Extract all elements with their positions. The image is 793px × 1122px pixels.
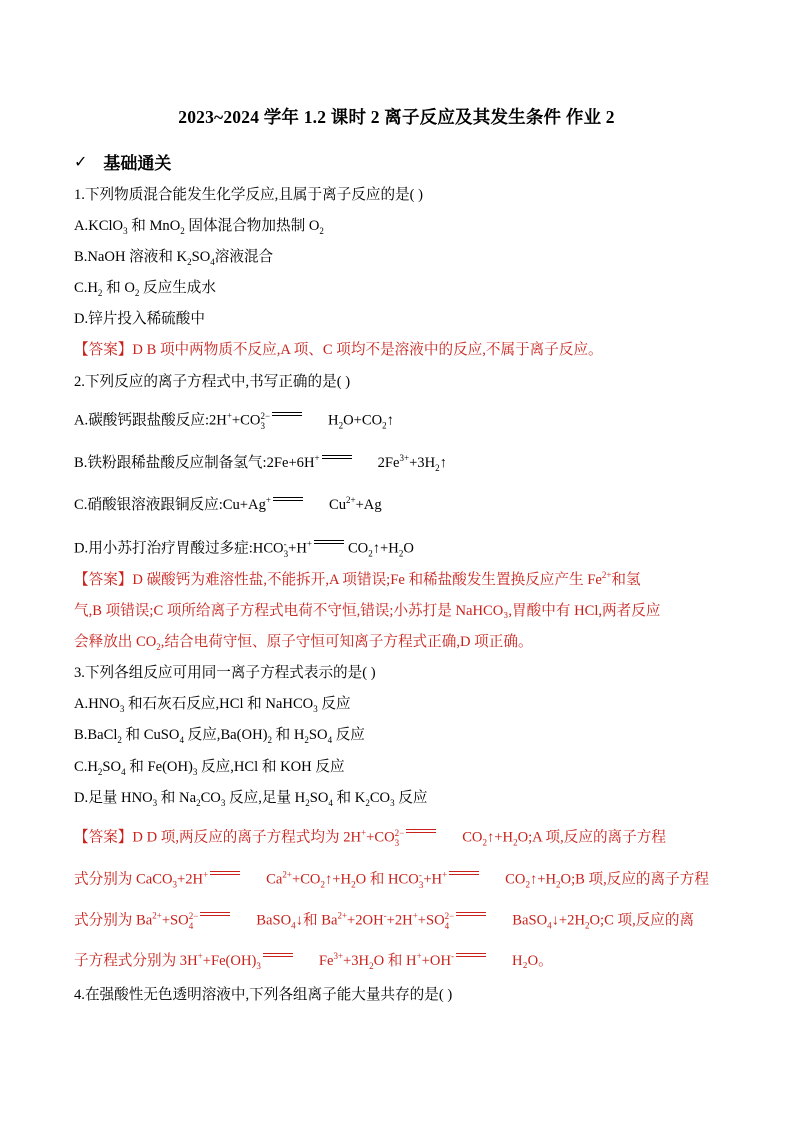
q2-stem: 2.下列反应的离子方程式中,书写正确的是( ) bbox=[74, 374, 351, 390]
equals-sign bbox=[263, 953, 293, 957]
q3-answer-line-4: 子方程式分别为 $3H^++Fe(OH)_3$ $Fe^{3+}+3H_2O$ 和 H++OH- H₂O。 bbox=[74, 951, 553, 971]
q1-option-b: B.NaOH 溶液和 $K_2SO_4$溶液混合 bbox=[74, 249, 274, 267]
section-heading bbox=[74, 149, 171, 174]
q3-answer-line-2: 式分别为 CaCO$_3$+2H+ $Ca^{2+}+CO_2↑+H_2O$ 和 HCO - 3 +H+ $CO_2↑+H_2O;B$ 项,反应的离子方程 bbox=[74, 869, 709, 890]
q2-answer-line-3: 会释放出 $CO_2$,结合电荷守恒、原子守恒可知离子方程式正确,D 项正确。 bbox=[74, 634, 533, 652]
q2-option-b: B.铁粉跟稀盐酸反应制备氢气:2Fe+6H+ $2Fe^{3+}+3H_2↑$ bbox=[74, 453, 447, 473]
q3-option-d: D.足量 $HNO_3$ 和 $Na_2CO_3$ 反应,足量 $H_2SO_4$ 和 $K_2CO_3$ 反应 bbox=[74, 790, 428, 808]
q4-stem: 4.在强酸性无色透明溶液中,下列各组离子能大量共存的是( ) bbox=[74, 987, 453, 1003]
equals-sign bbox=[200, 912, 230, 916]
answer-tag: 【答案】 bbox=[74, 572, 133, 588]
q3-answer-line-1: 【答案】D D 项,两反应的离子方程式均为 2H++CO 2− 3 $CO_2↑+H_2O;A$ 项,反应的离子方程 bbox=[74, 827, 666, 848]
answer-tag: 【答案】 bbox=[74, 829, 133, 846]
equals-sign bbox=[314, 540, 344, 544]
q3-option-c: $C.H_2SO_4$ 和 $Fe(OH)_3$ 反应,HCl 和 KOH 反应 bbox=[74, 759, 345, 777]
q2-option-c: C.硝酸银溶液跟铜反应:Cu+Ag+ $Cu^{2+}+Ag$ bbox=[74, 495, 382, 513]
q1-answer: 【答案】D B 项中两物质不反应,A 项、C 项均不是溶液中的反应,不属于离子反应。 bbox=[74, 342, 603, 358]
equals-sign bbox=[322, 455, 352, 459]
answer-tag: 【答案】 bbox=[74, 342, 133, 358]
equals-sign bbox=[456, 953, 486, 957]
q3-option-a: $A.HNO_3$ 和石灰石反应,HCl 和 NaHCO$_3$ 反应 bbox=[74, 696, 351, 714]
q2-option-d: D.用小苏打治疗胃酸过多症:HCO - 3 +H+ $CO_2↑+H_2O$ bbox=[74, 538, 414, 559]
q1-option-c: $C.H_2$ 和 $O_2$ 反应生成水 bbox=[74, 280, 216, 298]
q3-stem: 3.下列各组反应可用同一离子方程式表示的是( ) bbox=[74, 665, 376, 681]
q2-answer-line-2: 气,B 项错误;C 项所给离子方程式电荷不守恒,错误;小苏打是 NaHCO₃,胃酸中有 HCl,两者反应 bbox=[74, 603, 661, 619]
equals-sign bbox=[210, 871, 240, 875]
q3-answer-line-3: 式分别为 $Ba^{2+}+SO$ 2− 4 BaSO$_4$↓和 $Ba^{2+}+2OH^-+2H^++SO$ 2− 4 $BaSO_4↓+2H_2O;C$ 项,反应的离 bbox=[74, 910, 695, 931]
q1-option-d: D.锌片投入稀硫酸中 bbox=[74, 311, 205, 327]
q2-answer-line-1: 【答案】D 碳酸钙为难溶性盐,不能拆开,A 项错误;Fe 和稀盐酸发生置换反应产生 $Fe^{2+}$和氢 bbox=[74, 570, 641, 588]
q2-option-a: A.碳酸钙跟盐酸反应:2H++CO 2− 3 $H_2O+CO_2↑$ bbox=[74, 410, 394, 431]
q1-option-a: A.KClO$_3$ 和 MnO$_2$ 固体混合物加热制 $O_2$ bbox=[74, 218, 324, 236]
equals-sign bbox=[456, 912, 486, 916]
equals-sign bbox=[449, 871, 479, 875]
page-title: 2023~2024 学年 1.2 课时 2 离子反应及其发生条件 作业 2 bbox=[178, 107, 615, 127]
checkmark-icon: ✓ bbox=[74, 152, 88, 171]
equals-sign bbox=[272, 412, 302, 416]
section-label: 基础通关 bbox=[103, 154, 172, 173]
equals-sign bbox=[406, 829, 436, 833]
q3-option-b: B.BaCl$_2$ 和 CuSO$_4$ 反应$,Ba(OH)_2$ 和 $H_2SO_4$ 反应 bbox=[74, 727, 365, 745]
equals-sign bbox=[273, 497, 303, 501]
q1-stem: 1.下列物质混合能发生化学反应,且属于离子反应的是( ) bbox=[74, 187, 424, 203]
